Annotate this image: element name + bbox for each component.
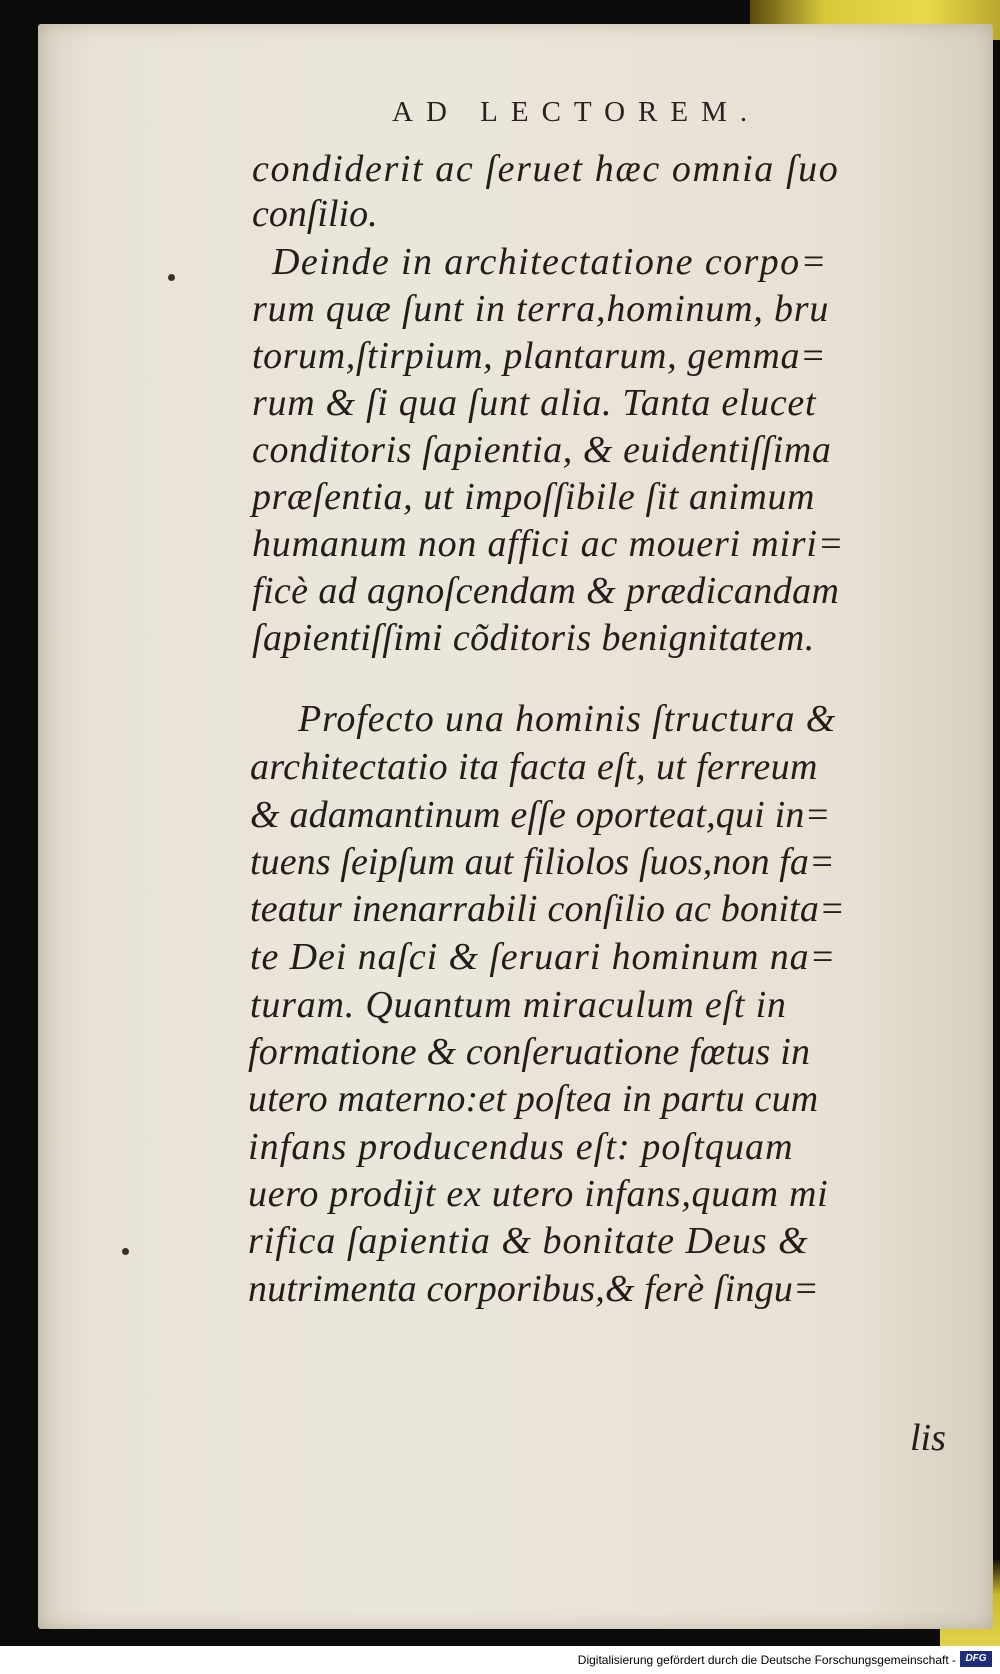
text-line: condiderit ac ſeruet hæc omnia ſuo: [252, 148, 840, 190]
footer-credit: Digitalisierung gefördert durch die Deutsche Forschungsgemeinschaft -: [577, 1653, 956, 1667]
text-line: te Dei naſci & ſeruari hominum na=: [250, 936, 837, 978]
text-line: ſapientiſſimi cõditoris benignitatem.: [252, 617, 815, 659]
text-line: rum & ſi qua ſunt alia. Tanta elucet: [252, 382, 817, 424]
text-line: & adamantinum eſſe oporteat,qui in=: [250, 794, 831, 836]
text-line: Profecto una hominis ſtructura &: [298, 698, 837, 740]
text-line: uero prodijt ex utero infans,quam mi: [248, 1173, 829, 1215]
text-line: turam. Quantum miraculum eſt in: [250, 984, 787, 1026]
ink-spot: [122, 1248, 129, 1255]
footer-bar: [0, 1646, 1000, 1674]
catchword: lis: [910, 1417, 946, 1459]
text-line: formatione & conſeruatione fœtus in: [248, 1031, 811, 1073]
text-line: nutrimenta corporibus,& ferè ſingu=: [248, 1268, 819, 1310]
text-line: humanum non affici ac moueri miri=: [252, 523, 845, 565]
text-line: rum quæ ſunt in terra,hominum, bru: [252, 288, 830, 330]
dfg-logo: DFG: [960, 1651, 992, 1667]
text-line: teatur inenarrabili conſilio ac bonita=: [250, 888, 845, 930]
text-line: Deinde in architectatione corpo=: [272, 241, 828, 283]
text-line: utero materno:et poſtea in partu cum: [248, 1078, 819, 1120]
text-line: conſilio.: [252, 193, 378, 235]
text-line: conditoris ſapientia, & euidentiſſima: [252, 429, 832, 471]
text-line: rifica ſapientia & bonitate Deus &: [248, 1220, 809, 1262]
text-line: architectatio ita facta eſt, ut ferreum: [250, 746, 818, 788]
text-line: tuens ſeipſum aut filiolos ſuos,non fa=: [250, 841, 835, 883]
text-line: ficè ad agnoſcendam & prædicandam: [252, 570, 840, 612]
running-head: AD LECTOREM.: [392, 96, 761, 128]
text-line: præſentia, ut impoſſibile ſit animum: [252, 476, 816, 518]
ink-spot: [168, 274, 175, 281]
text-line: torum,ſtirpium, plantarum, gemma=: [252, 335, 827, 377]
text-line: infans producendus eſt: poſtquam: [248, 1126, 794, 1168]
